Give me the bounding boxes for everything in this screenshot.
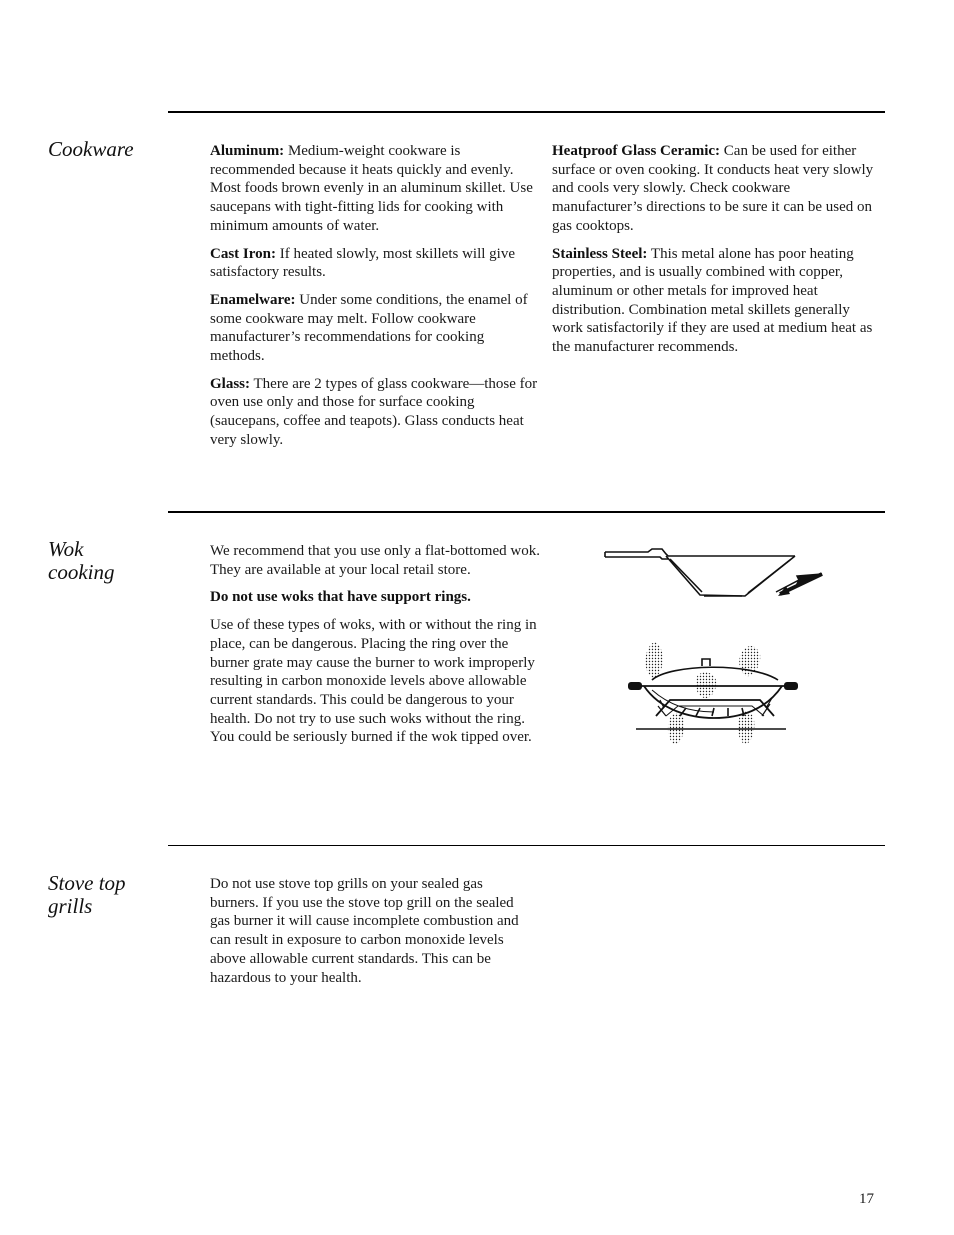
label-cast-iron: Cast Iron: [210, 245, 276, 262]
section-divider-cookware [168, 111, 885, 113]
label-glass-ceramic: Heatproof Glass Ceramic: [552, 143, 721, 159]
text-glass: There are 2 types of glass cookware—those for oven use only and those for surface cooking (saucepans, coffee and teapots). Glass conducts heat very slowly. [210, 375, 538, 448]
section-title-grills [48, 872, 158, 918]
wok-warning [210, 588, 542, 607]
label-aluminum: Aluminum: [210, 143, 285, 159]
label-enamelware: Enamelware: [210, 291, 296, 308]
section-title-wok-line1: Wok [48, 537, 84, 561]
wok-illustration [600, 540, 830, 780]
section-title-cookware: Cookware [48, 137, 134, 161]
page-number: 17 [859, 1191, 874, 1207]
paragraph-cast-iron [210, 245, 542, 282]
text-glass-ceramic: Can be used for either surface or oven cooking. It conducts heat very slowly and cools very slowly. Check cookware manufacturer’s directions to be sure it can be used on gas cooktops. [552, 143, 874, 234]
section-title-grills-line2: grills [48, 894, 93, 918]
arrow-icon [776, 574, 822, 596]
text-cast-iron: If heated slowly, most skillets will give satisfactory results. [210, 245, 515, 281]
cookware-right-column [552, 142, 874, 366]
cookware-left-column [210, 142, 542, 459]
grills-text-column [210, 875, 530, 996]
section-divider-wok [168, 511, 885, 513]
wok-intro: We recommend that you use only a flat-bottomed wok. They are available at your local retail store. [210, 543, 540, 578]
section-title-grills-line1: Stove top [48, 871, 126, 895]
text-enamelware: Under some conditions, the enamel of some cookware may melt. Follow cookware manufacturer’s recommendations for cooking methods. [210, 291, 528, 365]
section-divider-grills [168, 845, 885, 846]
wok-body: Use of these types of woks, with or without the ring in place, can be dangerous. Placing the ring over the burner grate may cause the burner to work improperly resulting in carbon monoxide levels above allowable current standards. This could be dangerous to your health. Do not try to use such woks without the ring. You could be seriously burned if the wok tipped over. [210, 617, 537, 746]
paragraph-stainless-steel [552, 245, 874, 357]
paragraph-aluminum [210, 142, 542, 236]
ring-wok-on-burner-icon [628, 643, 798, 745]
section-title-wok-line2: cooking [48, 560, 115, 584]
paragraph-enamelware [210, 291, 542, 366]
flat-bottom-wok-icon [605, 549, 795, 596]
paragraph-glass [210, 375, 542, 450]
wok-warning-text: Do not use woks that have support rings. [210, 589, 471, 606]
label-stainless-steel: Stainless Steel: [552, 245, 648, 262]
label-glass: Glass: [210, 375, 251, 392]
wok-text-column [210, 542, 542, 756]
paragraph-glass-ceramic [552, 142, 874, 236]
grills-body: Do not use stove top grills on your sealed gas burners. If you use the stove top grill on the sealed gas burner it will cause incomplete combustion and can result in exposure to carbon monoxide levels above allowable current standards. This can be hazardous to your health. [210, 876, 519, 986]
text-stainless-steel: This metal alone has poor heating properties, and is usually combined with copper, aluminum or other metals for improved heat distribution. Combination metal skillets generally work satisfactorily if they are used at medium heat as the manufacturer recommends. [552, 245, 873, 356]
section-title-wok [48, 538, 158, 584]
text-aluminum: Medium-weight cookware is recommended because it heats quickly and evenly. Most foods brown evenly in an aluminum skillet. Use saucepans with tight-fitting lids for cooking with minimum amounts of water. [210, 143, 533, 234]
